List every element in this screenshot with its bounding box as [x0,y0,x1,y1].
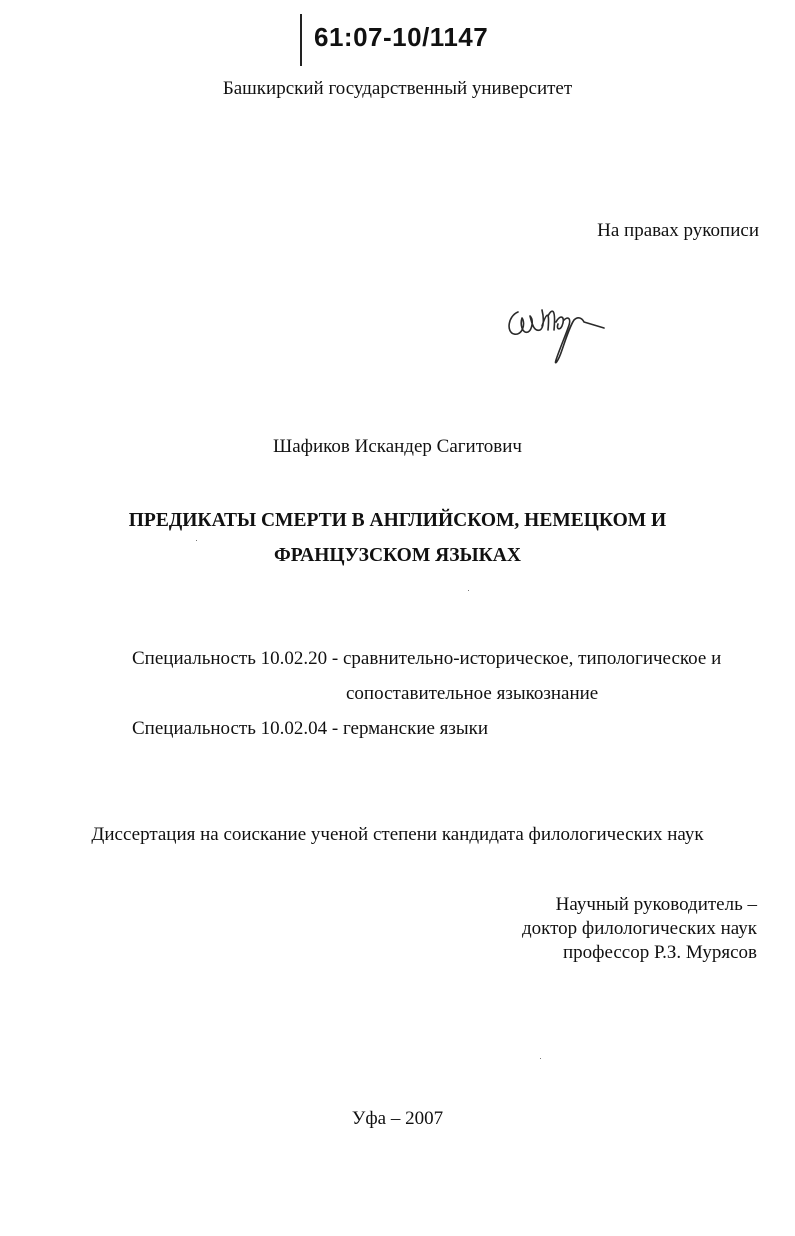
specialty-2: Специальность 10.02.04 - германские языки [132,718,489,739]
scan-speck [540,1058,541,1059]
advisor-role: Научный руководитель – [555,894,757,915]
title-line-1: ПРЕДИКАТЫ СМЕРТИ В АНГЛИЙСКОМ, НЕМЕЦКОМ И [128,510,667,531]
scan-speck [468,590,469,591]
degree-statement: Диссертация на соискание ученой степени кандидата филологических наук [91,824,704,845]
catalog-code: 61:07-10/1147 [314,22,489,52]
catalog-code-divider [300,14,302,66]
specialty-1-continued: сопоставительное языкознание [346,683,599,704]
title-line-2: ФРАНЦУЗСКОМ ЯЗЫКАХ [274,545,521,566]
dissertation-title [0,503,795,573]
university-name: Башкирский государственный университет [222,78,573,99]
advisor-degree: доктор филологических наук [521,918,757,939]
advisor-name: профессор Р.З. Мурясов [562,942,757,963]
scan-speck [196,540,197,541]
rights-note: На правах рукописи [597,220,759,241]
scientific-advisor [522,893,757,965]
city-year: Уфа – 2007 [351,1108,444,1129]
specialty-1: Специальность 10.02.20 - сравнительно-историческое, типологическое и [132,648,722,669]
handwritten-signature-icon [500,290,615,370]
author-name: Шафиков Искандер Сагитович [273,436,522,457]
